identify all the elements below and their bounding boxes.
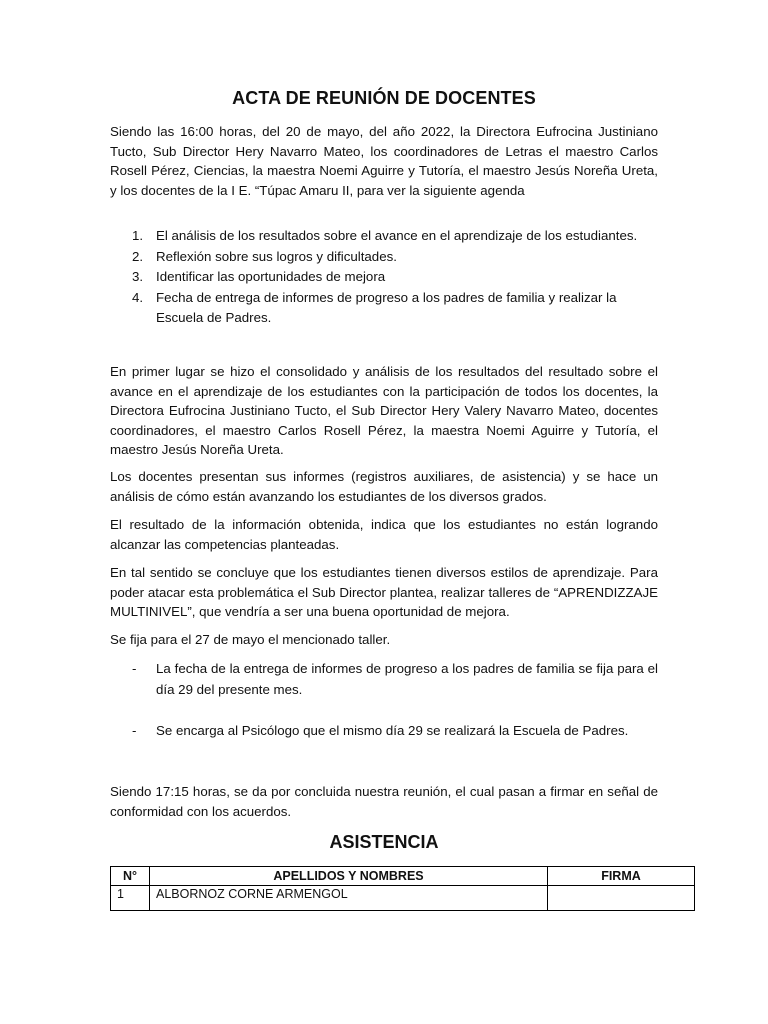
agenda-item-text: Identificar las oportunidades de mejora [156, 269, 386, 284]
row-signature-cell [548, 886, 695, 911]
column-header-signature: FIRMA [548, 867, 695, 886]
agreement-dash: - [132, 723, 137, 738]
attendance-table [110, 866, 695, 911]
agenda-item-number: 2. [132, 248, 144, 264]
closing-paragraph: Siendo 17:15 horas, se da por concluida nuestra reunión, el cual pasan a firmar en señal de conformidad con los acuerdos. [110, 784, 658, 819]
agreement-dash: - [132, 661, 137, 676]
table-header-row [111, 867, 695, 886]
document-title: ACTA DE REUNIÓN DE DOCENTES [232, 88, 536, 108]
attendance-title: ASISTENCIA [329, 832, 439, 852]
agreement-text: Se encarga al Psicólogo que el mismo día 29 se realizará la Escuela de Padres. [156, 723, 629, 738]
agenda-item [110, 267, 658, 288]
column-header-number: N° [111, 867, 150, 886]
workshop-date-paragraph: Se fija para el 27 de mayo el mencionado taller. [110, 632, 391, 647]
results-paragraph: El resultado de la información obtenida, indica que los estudiantes no están logrando alcanzar las competencias planteadas. [110, 517, 658, 552]
reports-paragraph: Los docentes presentan sus informes (registros auxiliares, de asistencia) y se hace un análisis de cómo están avanzando los estudiantes de los diversos grados. [110, 469, 658, 504]
intro-paragraph: Siendo las 16:00 horas, del 20 de mayo, del año 2022, la Directora Eufrocina Justiniano Tucto, Sub Director Hery Navarro Mateo, los coordinadores de Letras el maestro Carlos Rosell Pérez, Ciencias, la maestra Noemi Aguirre y Tutoría, el maestro Jesús Noreña Ureta, y los docentes de la I E. “Túpac Amaru II, para ver la siguiente agenda [110, 124, 658, 198]
conclusion-paragraph: En tal sentido se concluye que los estudiantes tienen diversos estilos de aprendizaje. Para poder atacar esta problemática el Sub Director plantea, realizar talleres de “APRENDIZZAJE MULTINIVEL”, que vendría a ser una buena oportunidad de mejora. [110, 565, 658, 619]
agenda-list [110, 226, 658, 329]
agenda-item-text: El análisis de los resultados sobre el avance en el aprendizaje de los estudiantes. [156, 228, 638, 243]
row-number-cell: 1 [111, 886, 150, 911]
agreement-item [110, 721, 658, 742]
agreement-item [110, 659, 658, 700]
column-header-names: APELLIDOS Y NOMBRES [150, 867, 548, 886]
agenda-item-text: Fecha de entrega de informes de progreso a los padres de familia y realizar la Escuela de Padres. [156, 289, 617, 325]
agenda-item-number: 3. [132, 269, 144, 284]
agreements-list [110, 659, 658, 700]
agenda-item [110, 288, 658, 329]
agenda-item-number: 4. [132, 289, 144, 305]
table-row [111, 886, 695, 911]
agreements-list-continued [110, 721, 658, 742]
row-name-cell: ALBORNOZ CORNE ARMENGOL [150, 886, 548, 911]
agenda-item-text: Reflexión sobre sus logros y dificultades. [156, 248, 397, 264]
agenda-item [110, 226, 658, 247]
agenda-item [110, 247, 658, 268]
agreement-text: La fecha de la entrega de informes de progreso a los padres de familia se fija para el día 29 del presente mes. [156, 661, 658, 697]
agenda-item-number: 1. [132, 228, 144, 243]
consolidation-paragraph: En primer lugar se hizo el consolidado y análisis de los resultados del resultado sobre el avance en el aprendizaje de los estudiantes con la participación de todos los docentes, la Directora Eufrocina Justiniano Tucto, el Sub Director Hery Valery Navarro Mateo, docentes coordinadores, el maestro Carlos Rosell Pérez, la maestra Noemi Aguirre y Tutoría, el maestro Jesús Noreña Ureta. [110, 364, 658, 457]
